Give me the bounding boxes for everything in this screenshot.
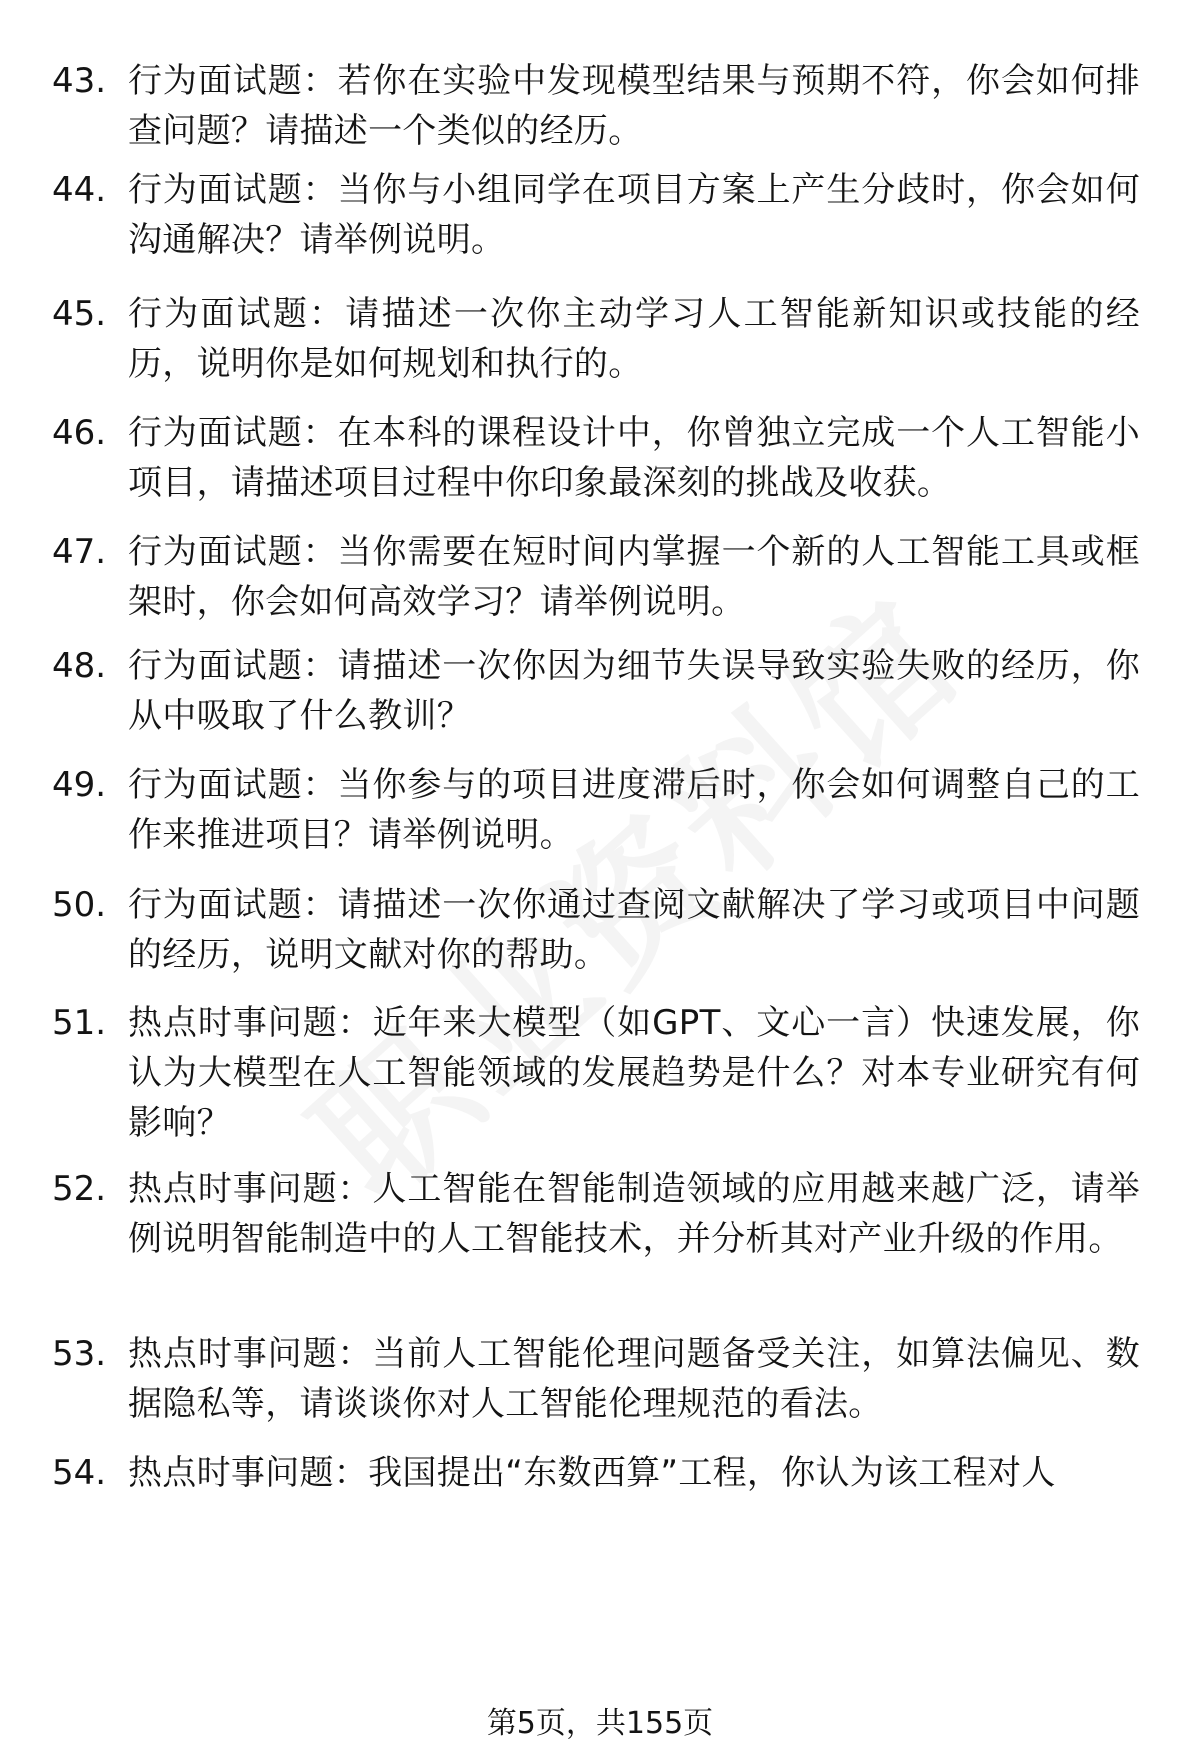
question-number: 45. <box>52 294 107 334</box>
question-text: 热点时事问题：人工智能在智能制造领域的应用越来越广泛，请举例说明智能制造中的人工智能技术，并分析其对产业升级的作用。 <box>128 1169 1140 1259</box>
question-text: 行为面试题：若你在实验中发现模型结果与预期不符，你会如何排查问题？请描述一个类似的经历。 <box>128 61 1140 151</box>
question-text: 热点时事问题：近年来大模型（如GPT、文心一言）快速发展，你认为大模型在人工智能领域的发展趋势是什么？对本专业研究有何影响？ <box>128 1003 1140 1143</box>
question-text: 行为面试题：请描述一次你因为细节失误导致实验失败的经历，你从中吸取了什么教训？ <box>128 646 1140 736</box>
question-number: 52. <box>52 1169 107 1209</box>
question-number: 46. <box>52 413 107 453</box>
question-text: 行为面试题：请描述一次你通过查阅文献解决了学习或项目中问题的经历，说明文献对你的帮助。 <box>128 885 1140 975</box>
question-text: 行为面试题：请描述一次你主动学习人工智能新知识或技能的经历，说明你是如何规划和执行的。 <box>128 294 1140 384</box>
question-text: 热点时事问题：当前人工智能伦理问题备受关注，如算法偏见、数据隐私等，请谈谈你对人工智能伦理规范的看法。 <box>128 1334 1140 1424</box>
question-number: 51. <box>52 1003 107 1043</box>
question-text: 热点时事问题：我国提出“东数西算”工程，你认为该工程对人 <box>128 1453 1056 1493</box>
question-number: 49. <box>52 765 107 805</box>
question-text: 行为面试题：当你与小组同学在项目方案上产生分歧时，你会如何沟通解决？请举例说明。 <box>128 170 1140 260</box>
question-number: 47. <box>52 532 107 572</box>
question-number: 48. <box>52 646 107 686</box>
question-number: 54. <box>52 1453 107 1493</box>
question-text: 行为面试题：当你参与的项目进度滞后时，你会如何调整自己的工作来推进项目？请举例说明。 <box>128 765 1140 855</box>
question-text: 行为面试题：在本科的课程设计中，你曾独立完成一个人工智能小项目，请描述项目过程中你印象最深刻的挑战及收获。 <box>128 413 1140 503</box>
question-number: 43. <box>52 61 107 101</box>
question-number: 53. <box>52 1334 107 1374</box>
page-number-footer: 第5页，共155页 <box>486 1706 714 1741</box>
question-text: 行为面试题：当你需要在短时间内掌握一个新的人工智能工具或框架时，你会如何高效学习？请举例说明。 <box>128 532 1140 622</box>
question-number: 44. <box>52 170 107 210</box>
question-number: 50. <box>52 885 107 925</box>
